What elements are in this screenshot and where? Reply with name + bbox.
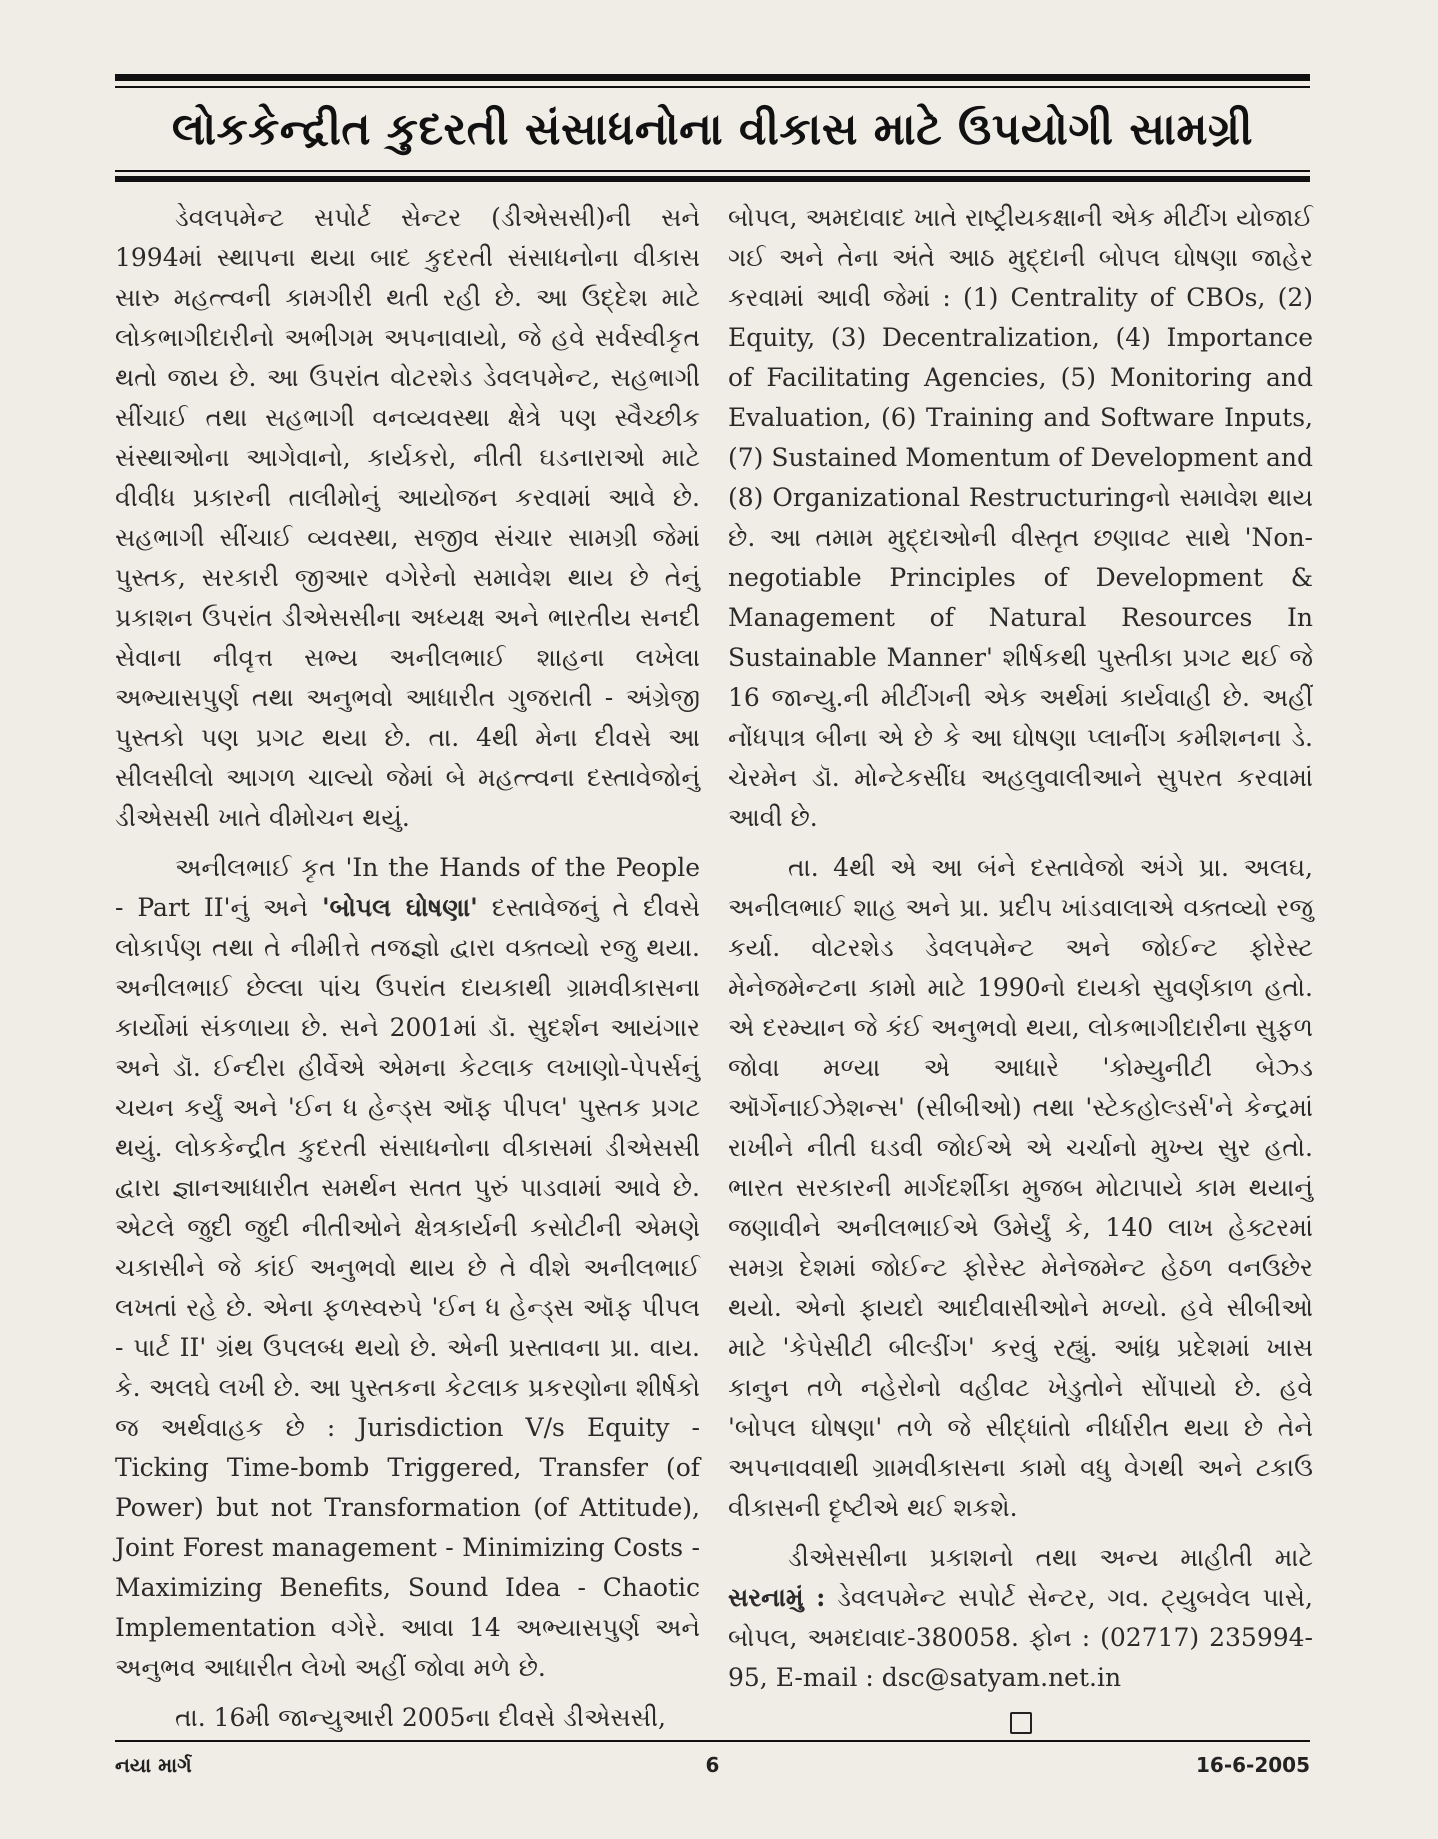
footer-rule: [115, 1740, 1310, 1742]
footer-magazine-name: નયા માર્ગ: [115, 1753, 192, 1777]
left-paragraph-2-rest: દસ્તાવેજનું તે દીવસે લોકાર્પણ તથા તે નીમીત્તે તજજ્ઞો દ્વારા વક્તવ્યો રજુ થયા. અનીલભાઈ છેલ્લા પાંચ ઉપરાંત દાયકાથી ગ્રામવીકાસના કાર્યોમાં સંકળાયા છે. સને 2001માં ડૉ. સુદર્શન આયંગાર અને ડૉ. ઈન્દીરા હીર્વેએ એમના કેટલાક લખાણો-પેપર્સનું ચયન કર્યું અને 'ઈન ધ હેન્ડ્સ ઑફ પીપલ' પુસ્તક પ્રગટ થયું. લોકકેન્દ્રીત કુદરતી સંસાધનોના વીકાસમાં ડીએસસી દ્વારા જ્ઞાનઆધારીત સમર્થન સતત પુરું પાડવામાં આવે છે. એટલે જુદી જુદી નીતીઓને ક્ષેત્રકાર્યની કસોટીની એમણે ચકાસીને જે કાંઈ અનુભવો થાય છે તે વીશે અનીલભાઈ લખતાં રહે છે. એના ફળસ્વરુપે 'ઈન ધ હેન્ડ્સ ઑફ પીપલ - પાર્ટ II' ગ્રંથ ઉપલબ્ધ થયો છે. એની પ્રસ્તાવના પ્રા. વાય. કે. અલઘે લખી છે. આ પુસ્તકના કેટલાક પ્રકરણોના શીર્ષકો જ અર્થવાહક છે : Jurisdiction V/s Equity - Ticking Time-bomb Triggered, Transfer (of Power) but not Transformation (of Attitude), Joint Forest management - Minimizing Costs - Maximizing Benefits, Sound Idea - Chaotic Implementation વગેરે. આવા 14 અભ્યાસપુર્ણ અને અનુભવ આધારીત લેખો અહીં જોવા મળે છે.: [115, 893, 700, 1682]
address-text: ડેવલપમેન્ટ સપોર્ટ સેન્ટર, ગવ. ટ્યુબવેલ પાસે, બોપલ, અમદાવાદ-380058. ફોન : (02717) 235994-95, E-mail : dsc@satyam.net.in: [728, 1583, 1313, 1692]
page-footer: [115, 1745, 1310, 1785]
right-paragraph-1: બોપલ, અમદાવાદ ખાતે રાષ્ટ્રીયકક્ષાની એક મીટીંગ યોજાઈ ગઈ અને તેના અંતે આઠ મુદ્દાની બોપલ ઘોષણા જાહેર કરવામાં આવી જેમાં : (1) Centrality of CBOs, (2) Equity, (3) Decentralization, (4) Importance of Facilitating Agencies, (5) Monitoring and Evaluation, (6) Training and Software Inputs, (7) Sustained Momentum of Development and (8) Organizational Restructuringનો સમાવેશ થાય છે. આ તમામ મુદ્દાઓની વીસ્તૃત છણાવટ સાથે 'Non-negotiable Principles of Development & Management of Natural Resources In Sustainable Manner' શીર્ષકથી પુસ્તીકા પ્રગટ થઈ જે 16 જાન્યુ.ની મીટીંગની એક અર્થમાં કાર્યવાહી છે. અહીં નોંધપાત્ર બીના એ છે કે આ ઘોષણા પ્લાનીંગ કમીશનના ડે. ચેરમેન ડૉ. મોન્ટેકસીંઘ અહલુવાલીઆને સુપરત કરવામાં આવી છે.: [728, 203, 1313, 832]
right-paragraph-3-start: ડીએસસીના પ્રકાશનો તથા અન્ય માહીતી માટે: [788, 1543, 1313, 1572]
left-paragraph-2-start: અનીલભાઈ કૃત 'In the Hands of the People - Part II'નું અને: [115, 853, 700, 922]
article-title: લોકકેન્દ્રીત કુદરતી સંસાધનોના વીકાસ માટે ઉપયોગી સામગ્રી: [171, 104, 1254, 155]
title-rule-thin: [115, 170, 1310, 172]
footer-date: 16-6-2005: [1195, 1753, 1310, 1777]
left-paragraph-2: [115, 848, 700, 1688]
right-column: [728, 198, 1313, 1734]
bopal-declaration-bold: 'બોપલ ઘોષણા': [321, 893, 478, 922]
left-paragraph-3: તા. 16મી જાન્યુઆરી 2005ના દીવસે ડીએસસી,: [175, 1703, 666, 1732]
right-paragraph-3: [728, 1538, 1313, 1698]
end-square-icon: [1010, 1712, 1032, 1734]
address-label-bold: સરનામું :: [728, 1583, 826, 1612]
left-paragraph-1: ડેવલપમેન્ટ સપોર્ટ સેન્ટર (ડીએસસી)ની સને 1994માં સ્થાપના થયા બાદ કુદરતી સંસાધનોના વીકાસ સારુ મહત્ત્વની કામગીરી થતી રહી છે. આ ઉદ્દેશ માટે લોકભાગીદારીનો અભીગમ અપનાવાયો, જે હવે સર્વસ્વીકૃત થતો જાય છે. આ ઉપરાંત વોટરશેડ ડેવલપમેન્ટ, સહભાગી સીંચાઈ તથા સહભાગી વનવ્યવસ્થા ક્ષેત્રે પણ સ્વૈચ્છીક સંસ્થાઓના આગેવાનો, કાર્યકરો, નીતી ઘડનારાઓ માટે વીવીધ પ્રકારની તાલીમોનું આયોજન કરવામાં આવે છે. સહભાગી સીંચાઈ વ્યવસ્થા, સજીવ સંચાર સામગ્રી જેમાં પુસ્તક, સરકારી જીઆર વગેરેનો સમાવેશ થાય છે તેનું પ્રકાશન ઉપરાંત ડીએસસીના અધ્યક્ષ અને ભારતીય સનદી સેવાના નીવૃત્ત સભ્ય અનીલભાઈ શાહના લખેલા અભ્યાસપુર્ણ તથા અનુભવો આધારીત ગુજરાતી - અંગ્રેજી પુસ્તકો પણ પ્રગટ થયા છે. તા. 4થી મેના દીવસે આ સીલસીલો આગળ ચાલ્યો જેમાં બે મહત્ત્વના દસ્તાવેજોનું ડીએસસી ખાતે વીમોચન થયું.: [115, 203, 700, 832]
title-rule-thick: [115, 176, 1310, 182]
footer-page-number: 6: [705, 1753, 720, 1777]
right-paragraph-2: તા. 4થી એ આ બંને દસ્તાવેજો અંગે પ્રા. અલઘ, અનીલભાઈ શાહ અને પ્રા. પ્રદીપ ખાંડવાલાએ વક્તવ્યો રજુ કર્યા. વોટરશેડ ડેવલપમેન્ટ અને જોઈન્ટ ફોરેસ્ટ મેનેજમેન્ટના કામો માટે 1990નો દાયકો સુવર્ણકાળ હતો. એ દરમ્યાન જે કંઈ અનુભવો થયા, લોકભાગીદારીના સુફળ જોવા મળ્યા એ આધારે 'કોમ્યુનીટી બેઝ્ડ ઑર્ગેનાઈઝેશન્સ' (સીબીઓ) તથા 'સ્ટેકહોલ્ડર્સ'ને કેન્દ્રમાં રાખીને નીતી ઘડવી જોઈએ એ ચર્ચાનો મુખ્ય સુર હતો. ભારત સરકારની માર્ગદર્શીકા મુજબ મોટાપાયે કામ થયાનું જણાવીને અનીલભાઈએ ઉમેર્યું કે, 140 લાખ હેક્ટરમાં સમગ્ર દેશમાં જોઈન્ટ ફોરેસ્ટ મેનેજમેન્ટ હેઠળ વનઉછેર થયો. એનો ફાયદો આદીવાસીઓને મળ્યો. હવે સીબીઓ માટે 'કેપેસીટી બીલ્ડીંગ' કરવું રહ્યું. આંધ્ર પ્રદેશમાં ખાસ કાનુન તળે નહેરોનો વહીવટ ખેડુતોને સોંપાયો છે. હવે 'બોપલ ઘોષણા' તળે જે સીદ્ધાંતો નીર્ધારીત થયા છે તેને અપનાવવાથી ગ્રામવીકાસના કામો વધુ વેગથી અને ટકાઉ વીકાસની દૃષ્ટીએ થઈ શકશે.: [728, 853, 1313, 1522]
left-column: [115, 198, 700, 1738]
header-rule-thin: [115, 86, 1310, 88]
header-rule-thick: [115, 74, 1310, 81]
